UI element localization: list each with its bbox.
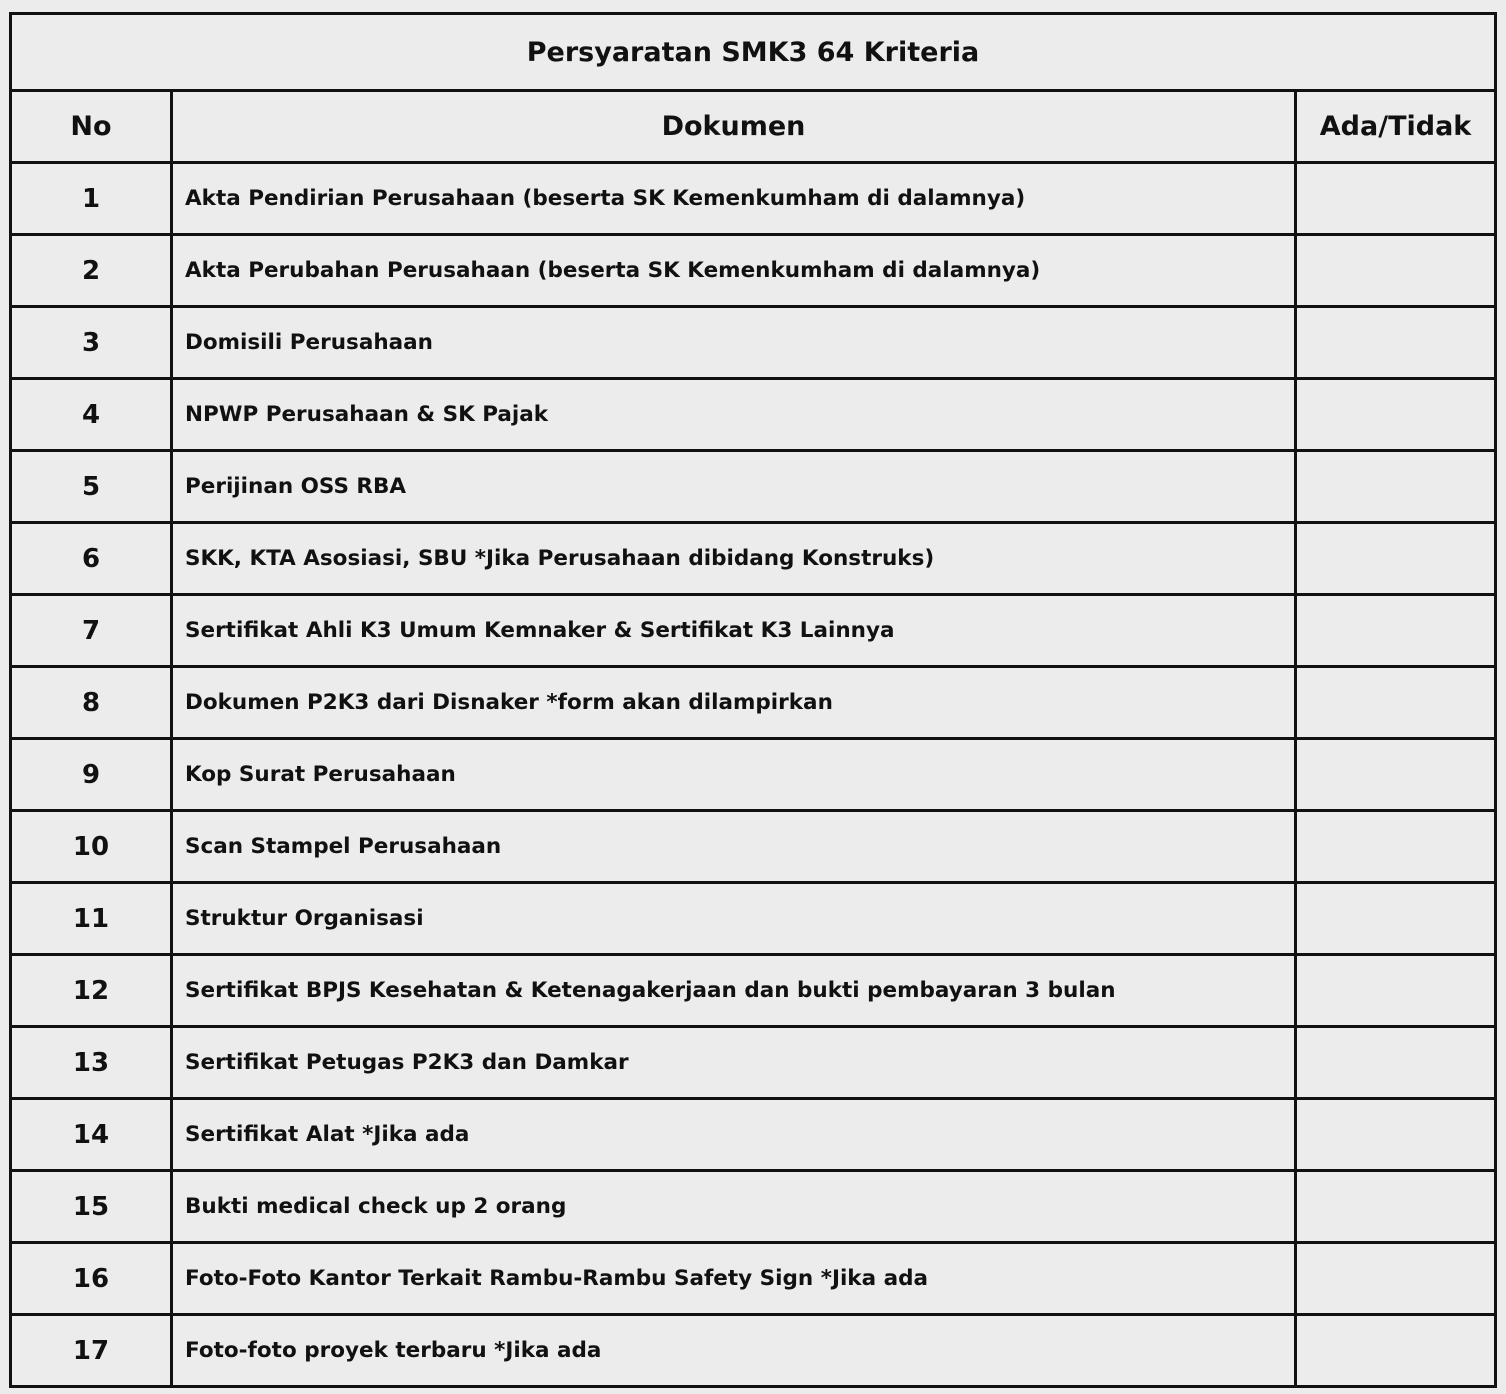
table-row bbox=[11, 163, 1496, 235]
row-ada-tidak[interactable] bbox=[1296, 1027, 1496, 1099]
header-ada-tidak: Ada/Tidak bbox=[1296, 91, 1496, 163]
row-document: Sertifikat Ahli K3 Umum Kemnaker & Sertifikat K3 Lainnya bbox=[172, 595, 1296, 667]
table-row bbox=[11, 1243, 1496, 1315]
row-document: Sertifikat Petugas P2K3 dan Damkar bbox=[172, 1027, 1296, 1099]
table-row bbox=[11, 379, 1496, 451]
row-document: Perijinan OSS RBA bbox=[172, 451, 1296, 523]
row-number: 10 bbox=[11, 811, 172, 883]
header-dokumen: Dokumen bbox=[172, 91, 1296, 163]
row-document: Foto-foto proyek terbaru *Jika ada bbox=[172, 1315, 1296, 1387]
requirements-table bbox=[9, 12, 1497, 1388]
row-number: 17 bbox=[11, 1315, 172, 1387]
row-number: 15 bbox=[11, 1171, 172, 1243]
table-row bbox=[11, 811, 1496, 883]
row-document: Akta Pendirian Perusahaan (beserta SK Kemenkumham di dalamnya) bbox=[172, 163, 1296, 235]
table-body bbox=[11, 163, 1496, 1387]
row-document: Sertifikat Alat *Jika ada bbox=[172, 1099, 1296, 1171]
row-ada-tidak[interactable] bbox=[1296, 667, 1496, 739]
row-document: Struktur Organisasi bbox=[172, 883, 1296, 955]
title-row bbox=[11, 14, 1496, 91]
table-row bbox=[11, 955, 1496, 1027]
table-row bbox=[11, 667, 1496, 739]
row-ada-tidak[interactable] bbox=[1296, 307, 1496, 379]
row-ada-tidak[interactable] bbox=[1296, 1171, 1496, 1243]
row-document: Dokumen P2K3 dari Disnaker *form akan dilampirkan bbox=[172, 667, 1296, 739]
table-row bbox=[11, 451, 1496, 523]
table-row bbox=[11, 235, 1496, 307]
row-document: Foto-Foto Kantor Terkait Rambu-Rambu Safety Sign *Jika ada bbox=[172, 1243, 1296, 1315]
row-document: Sertifikat BPJS Kesehatan & Ketenagakerjaan dan bukti pembayaran 3 bulan bbox=[172, 955, 1296, 1027]
table-title: Persyaratan SMK3 64 Kriteria bbox=[11, 14, 1496, 91]
table-row bbox=[11, 1099, 1496, 1171]
row-ada-tidak[interactable] bbox=[1296, 595, 1496, 667]
row-number: 1 bbox=[11, 163, 172, 235]
row-ada-tidak[interactable] bbox=[1296, 811, 1496, 883]
row-number: 14 bbox=[11, 1099, 172, 1171]
table-row bbox=[11, 523, 1496, 595]
header-no: No bbox=[11, 91, 172, 163]
row-ada-tidak[interactable] bbox=[1296, 451, 1496, 523]
table-row bbox=[11, 595, 1496, 667]
row-number: 12 bbox=[11, 955, 172, 1027]
row-number: 9 bbox=[11, 739, 172, 811]
row-ada-tidak[interactable] bbox=[1296, 955, 1496, 1027]
row-number: 11 bbox=[11, 883, 172, 955]
row-ada-tidak[interactable] bbox=[1296, 1099, 1496, 1171]
row-number: 3 bbox=[11, 307, 172, 379]
row-number: 2 bbox=[11, 235, 172, 307]
table-row bbox=[11, 739, 1496, 811]
row-number: 5 bbox=[11, 451, 172, 523]
row-document: Kop Surat Perusahaan bbox=[172, 739, 1296, 811]
table-row bbox=[11, 883, 1496, 955]
row-document: NPWP Perusahaan & SK Pajak bbox=[172, 379, 1296, 451]
row-number: 4 bbox=[11, 379, 172, 451]
row-number: 7 bbox=[11, 595, 172, 667]
row-document: Bukti medical check up 2 orang bbox=[172, 1171, 1296, 1243]
row-ada-tidak[interactable] bbox=[1296, 739, 1496, 811]
table-row bbox=[11, 1027, 1496, 1099]
row-ada-tidak[interactable] bbox=[1296, 163, 1496, 235]
table-row bbox=[11, 1171, 1496, 1243]
row-document: Scan Stampel Perusahaan bbox=[172, 811, 1296, 883]
row-ada-tidak[interactable] bbox=[1296, 235, 1496, 307]
row-number: 16 bbox=[11, 1243, 172, 1315]
row-number: 8 bbox=[11, 667, 172, 739]
row-ada-tidak[interactable] bbox=[1296, 379, 1496, 451]
table-row bbox=[11, 1315, 1496, 1387]
row-ada-tidak[interactable] bbox=[1296, 523, 1496, 595]
row-document: Domisili Perusahaan bbox=[172, 307, 1296, 379]
row-number: 13 bbox=[11, 1027, 172, 1099]
row-number: 6 bbox=[11, 523, 172, 595]
row-ada-tidak[interactable] bbox=[1296, 883, 1496, 955]
header-row bbox=[11, 91, 1496, 163]
row-ada-tidak[interactable] bbox=[1296, 1243, 1496, 1315]
row-document: Akta Perubahan Perusahaan (beserta SK Kemenkumham di dalamnya) bbox=[172, 235, 1296, 307]
row-ada-tidak[interactable] bbox=[1296, 1315, 1496, 1387]
row-document: SKK, KTA Asosiasi, SBU *Jika Perusahaan dibidang Konstruks) bbox=[172, 523, 1296, 595]
table-row bbox=[11, 307, 1496, 379]
